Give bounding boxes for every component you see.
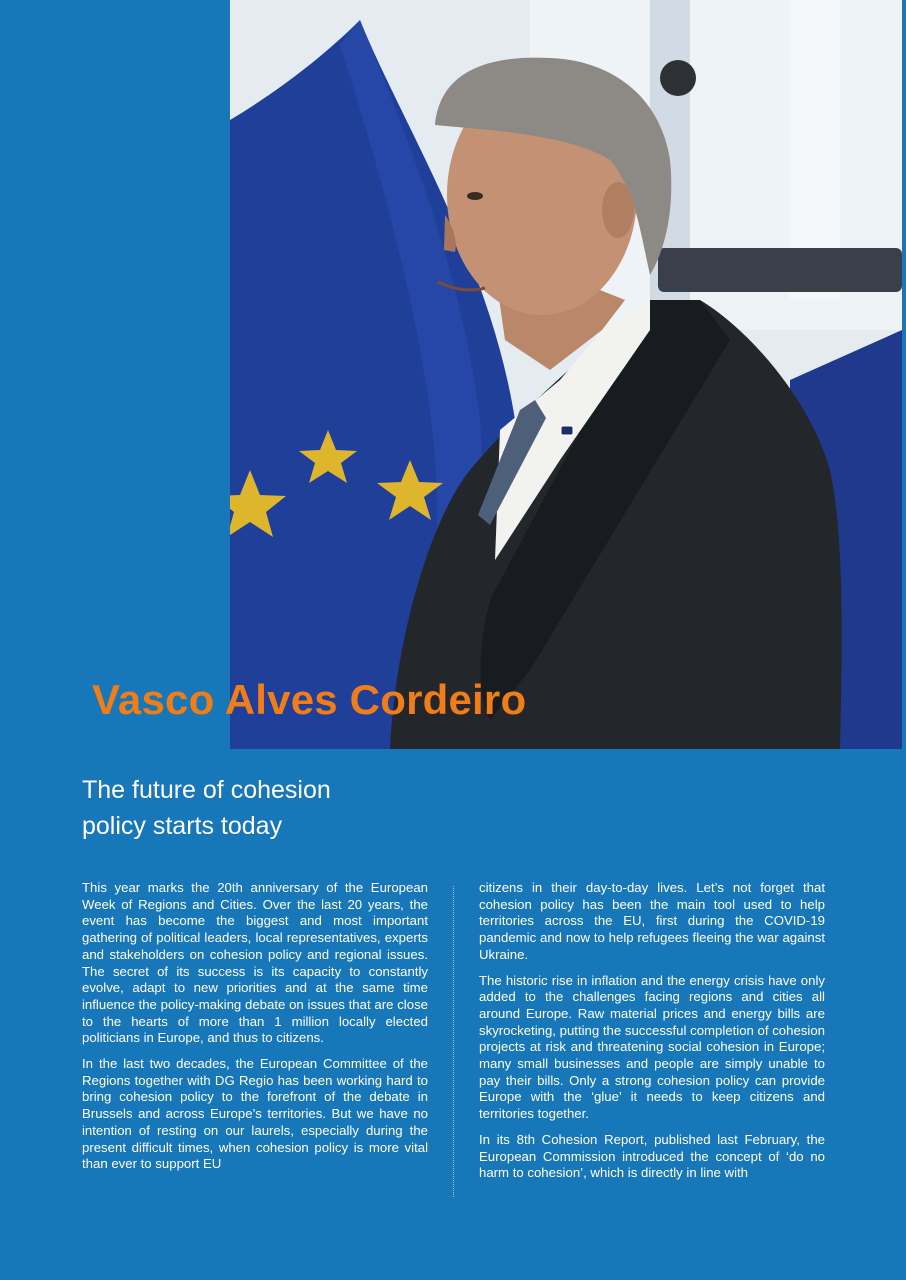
body-paragraph: In its 8th Cohesion Report, published last February, the European Commission introduced the concept of ‘do no harm to cohesion’, which is directly in line with xyxy=(479,1131,825,1181)
article-subtitle xyxy=(82,772,442,844)
speaker-photo xyxy=(230,0,902,749)
article-left-column xyxy=(82,880,428,1182)
speaker-name: Vasco Alves Cordeiro xyxy=(92,676,527,723)
subtitle-line-2: policy starts today xyxy=(82,812,283,840)
body-paragraph: The historic rise in inflation and the energy crisis have only added to the challenges facing regions and cities all around Europe. Raw material prices and energy bills are skyrocketing, putting the successful completion of cohesion projects at risk and threatening social cohesion in Europe; many small businesses and people are simply unable to pay their bills. Only a strong cohesion policy can provide Europe with the ‘glue’ it needs to keep citizens and territories together. xyxy=(479,972,825,1122)
column-divider xyxy=(453,886,454,1197)
body-paragraph: In the last two decades, the European Committee of the Regions together with DG Regio has been working hard to bring cohesion policy to the forefront of the debate in Brussels and across Europe’s territories. But we have no intention of resting on our laurels, especially during the present difficult times, when cohesion policy is more vital than ever to support EU xyxy=(82,1056,428,1172)
body-paragraph: citizens in their day-to-day lives. Let’s not forget that cohesion policy has been the main tool used to help territories across the EU, first during the COVID-19 pandemic and now to help refugees fleeing the war against Ukraine. xyxy=(479,880,825,962)
body-paragraph: This year marks the 20th anniversary of the European Week of Regions and Cities. Over the last 20 years, the event has become the biggest and most important gathering of political leaders, local representatives, experts and stakeholders on cohesion policy and regional issues. The secret of its success is its capacity to constantly evolve, adapt to new priorities and at the same time influence the policy-making debate on issues that are close to the hearts of more than 1 million locally elected politicians in Europe, and thus to citizens. xyxy=(82,880,428,1046)
subtitle-line-1: The future of cohesion xyxy=(82,776,331,804)
article-right-column xyxy=(479,880,825,1191)
